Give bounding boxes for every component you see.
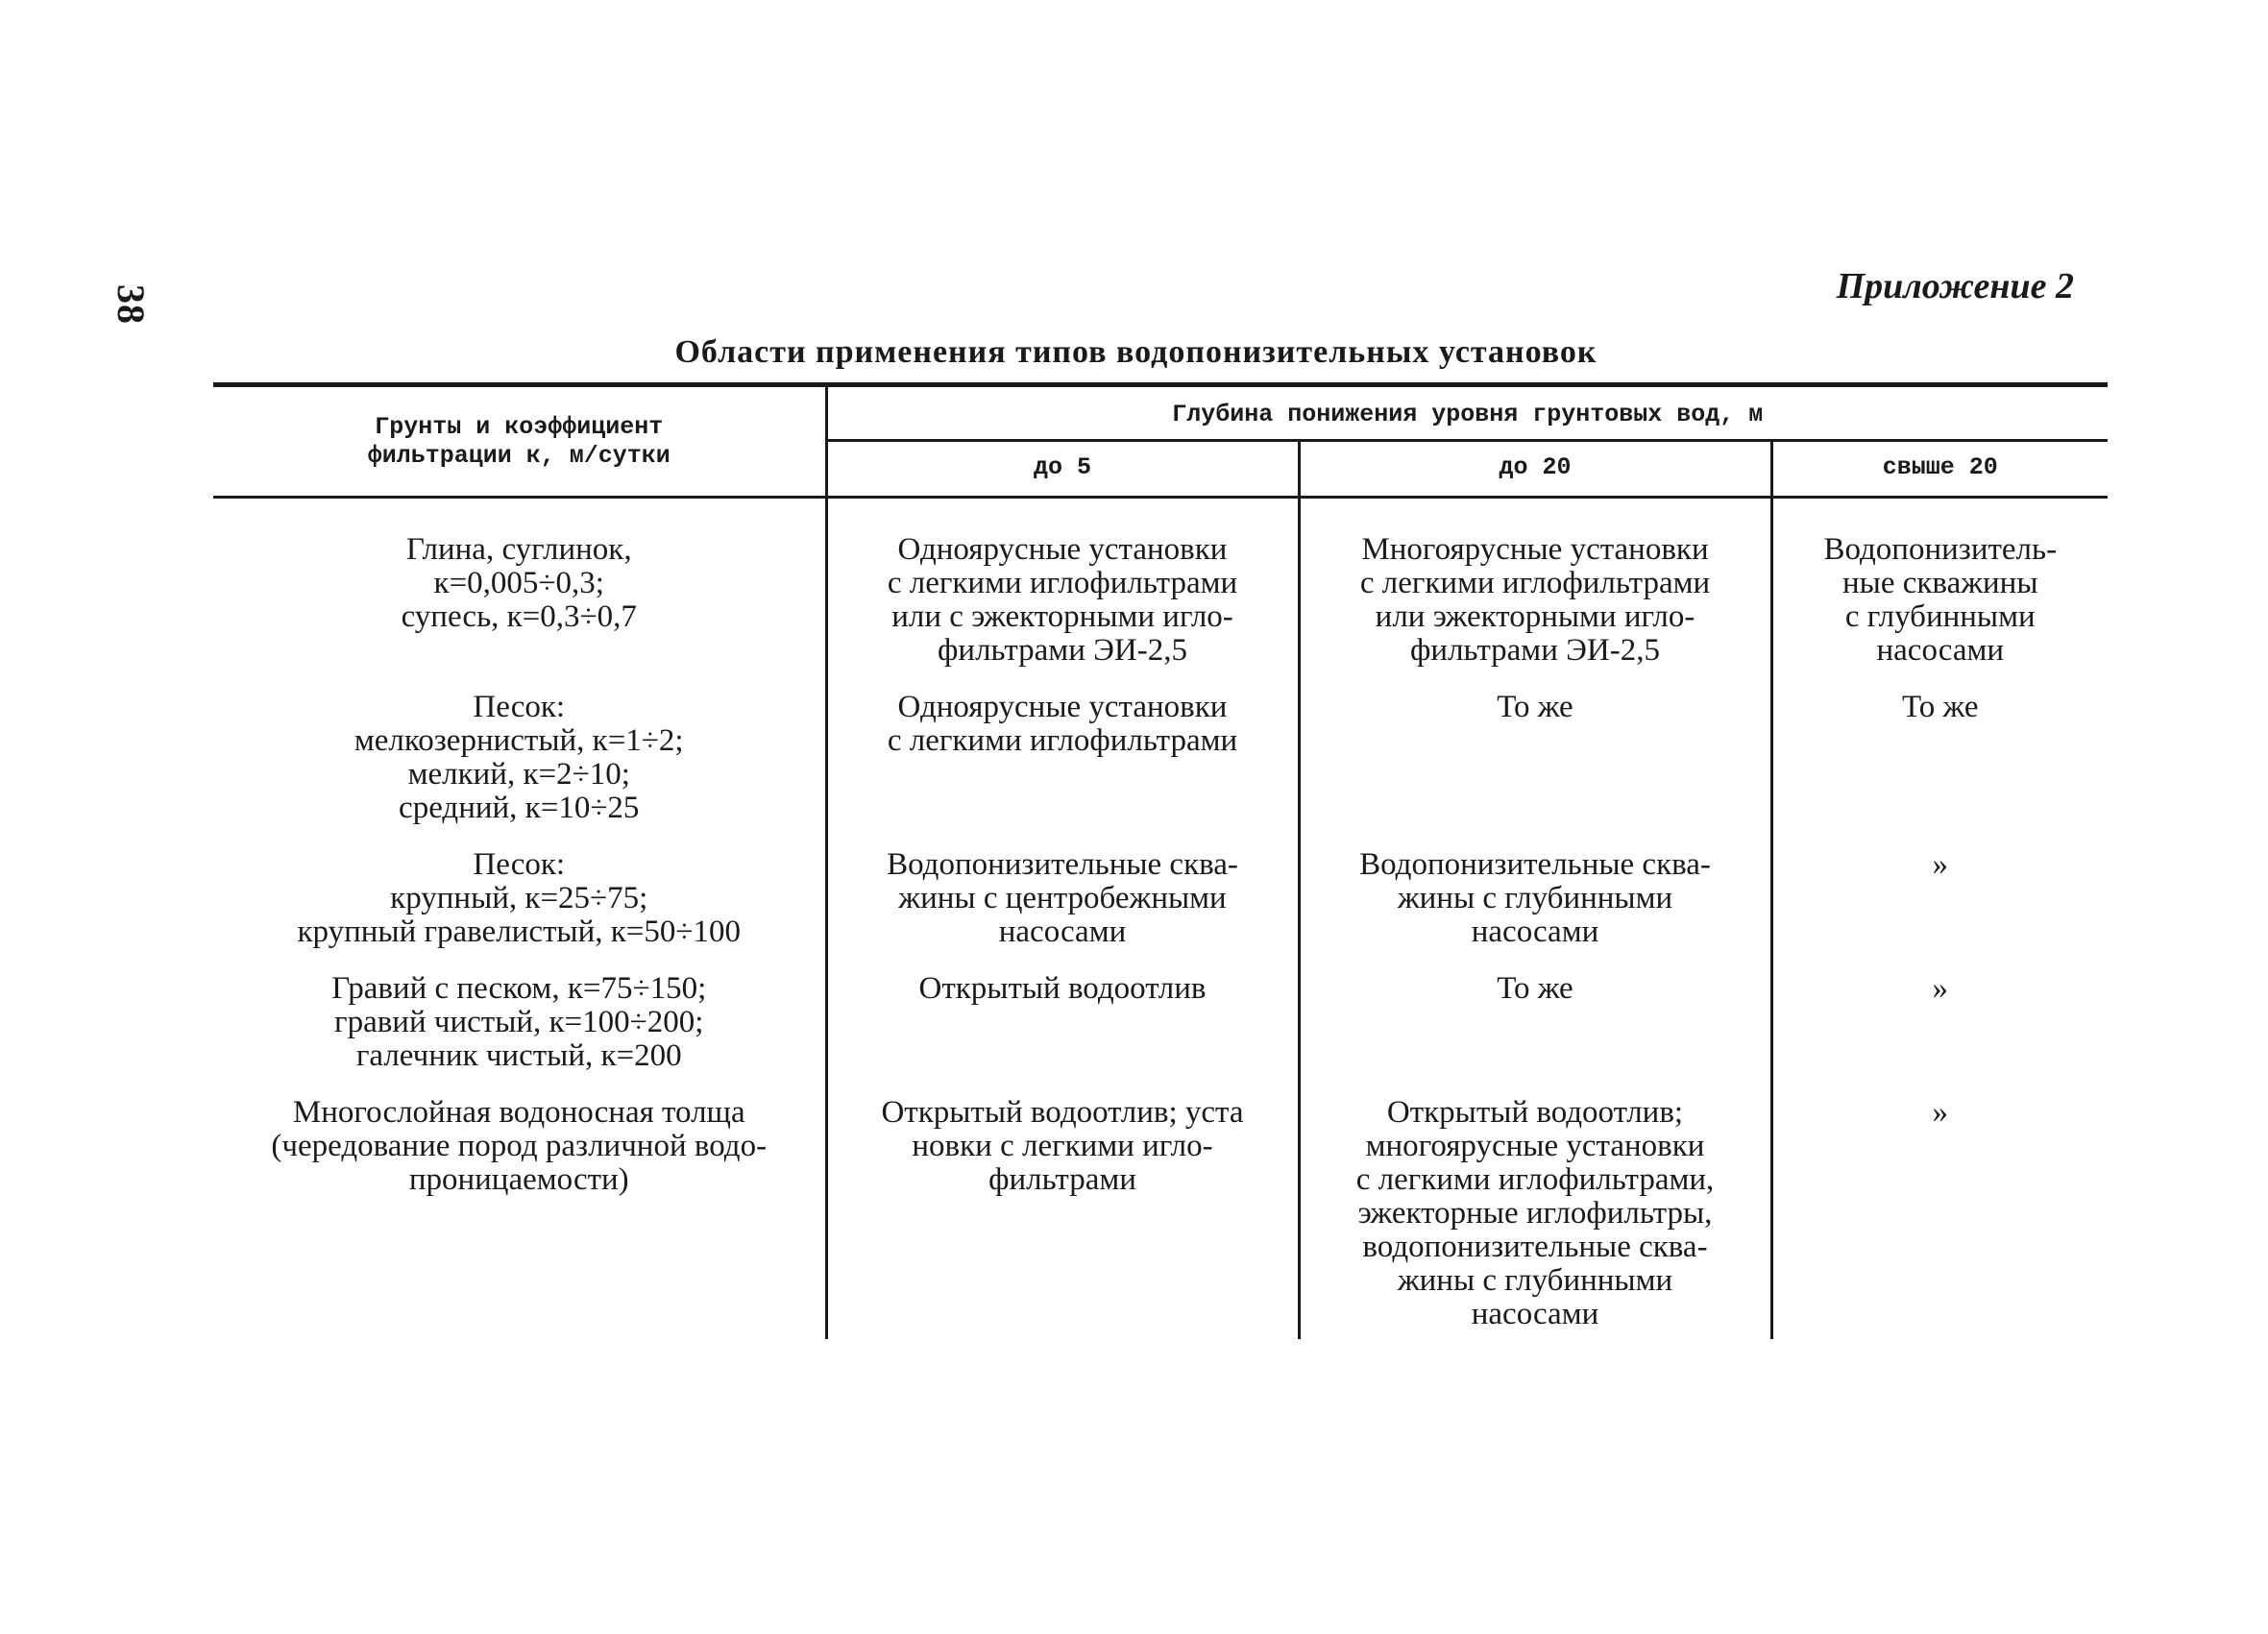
appendix-label: Приложение 2 — [1836, 266, 2074, 306]
cell-depth-to-20: То же — [1299, 961, 1771, 1085]
cell-soil: Песок: крупный, к=25÷75; крупный гравелистый, к=50÷100 — [213, 837, 826, 961]
cell-depth-to-5: Открытый водоотлив; уста новки с легкими игло- фильтрами — [826, 1085, 1299, 1339]
table-row — [213, 1085, 2108, 1339]
cell-soil: Песок: мелкозернистый, к=1÷2; мелкий, к=2÷10; средний, к=10÷25 — [213, 679, 826, 837]
cell-soil: Многослойная водоносная толща (чередование пород различной водо- проницаемости) — [213, 1085, 826, 1339]
header-depth-to-5: до 5 — [826, 441, 1299, 498]
cell-soil: Глина, суглинок, к=0,005÷0,3; супесь, к=0,3÷0,7 — [213, 498, 826, 680]
cell-depth-to-5: Одноярусные установки с легкими иглофильтрами — [826, 679, 1299, 837]
cell-depth-to-20: Многоярусные установки с легкими иглофильтрами или эжекторными игло- фильтрами ЭИ-2,5 — [1299, 498, 1771, 680]
cell-depth-over-20: » — [1932, 971, 1949, 1006]
table-row — [213, 679, 2108, 837]
table-row — [213, 837, 2108, 961]
cell-soil: Гравий с песком, к=75÷150; гравий чистый, к=100÷200; галечник чистый, к=200 — [213, 961, 826, 1085]
header-depth-to-20: до 20 — [1299, 441, 1771, 498]
table-row — [213, 961, 2108, 1085]
cell-depth-to-5: Открытый водоотлив — [826, 961, 1299, 1085]
cell-depth-to-20: Водопонизительные сква- жины с глубинными насосами — [1299, 837, 1771, 961]
table-title: Области применения типов водопонизительных установок — [674, 334, 1597, 370]
header-depth-over-20: свыше 20 — [1771, 441, 2108, 498]
cell-depth-to-5: Одноярусные установки с легкими иглофильтрами или с эжекторными игло- фильтрами ЭИ-2,5 — [826, 498, 1299, 680]
cell-depth-over-20: То же — [1902, 690, 1979, 724]
table-row — [213, 498, 2108, 680]
cell-depth-to-20: Открытый водоотлив; многоярусные установки с легкими иглофильтрами, эжекторные иглофильтры, водопонизительные сква- жины с глубинными насосами — [1299, 1085, 1771, 1339]
header-soil: Грунты и коэффициент фильтрации к, м/сутки — [213, 385, 826, 498]
cell-depth-to-5: Водопонизительные сква- жины с центробежными насосами — [826, 837, 1299, 961]
header-depth: Глубина понижения уровня грунтовых вод, м — [826, 385, 2108, 441]
cell-depth-over-20: » — [1932, 1095, 1949, 1130]
application-table — [213, 382, 2108, 1339]
cell-depth-over-20: Водопонизитель- ные скважины с глубинными насосами — [1823, 532, 2058, 668]
cell-depth-over-20: » — [1932, 847, 1949, 882]
page-number: 38 — [110, 284, 153, 325]
cell-depth-to-20: То же — [1299, 679, 1771, 837]
